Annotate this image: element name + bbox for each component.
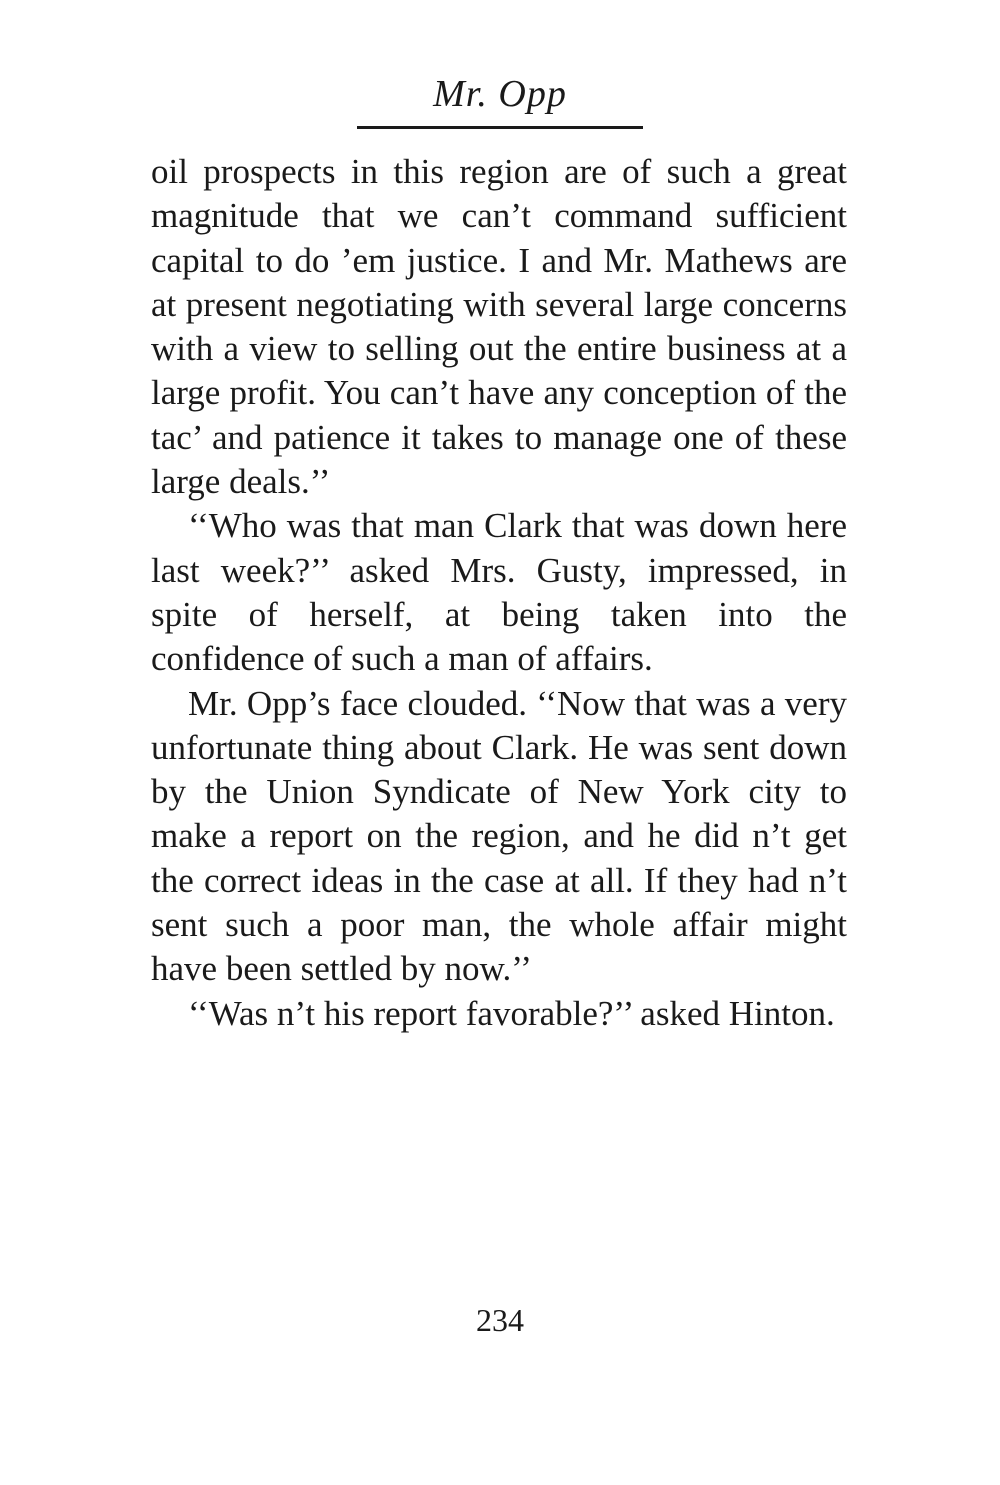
- paragraph: ‘‘Was n’t his report favorable?’’ asked Hinton.: [188, 993, 835, 1033]
- page-number: 234: [476, 1302, 524, 1338]
- head-rule: [357, 126, 643, 129]
- paragraph: oil prospects in this region are of such a great magnitude that we can’t command sufficient capital to do ’em justice. I and Mr. Mathews are at present negotiating with several large concerns with a view to selling out the entire business at a large profit. You can’t have any conception of the tac’ and patience it takes to manage one of these large deals.’’: [151, 152, 847, 502]
- body-text: [151, 150, 847, 1036]
- paragraph: Mr. Opp’s face clouded. ‘‘Now that was a very unfortunate thing about Clark. He was sent down by the Union Syndicate of New York city to make a report on the region, and he did n’t get the correct ideas in the case at all. If they had n’t sent such a poor man, the whole affair might have been settled by now.’’: [151, 683, 847, 989]
- paragraph: ‘‘Who was that man Clark that was down here last week?’’ asked Mrs. Gusty, impressed, in spite of herself, at being taken into the confidence of such a man of affairs.: [151, 506, 847, 679]
- running-head: Mr. Opp: [433, 73, 567, 115]
